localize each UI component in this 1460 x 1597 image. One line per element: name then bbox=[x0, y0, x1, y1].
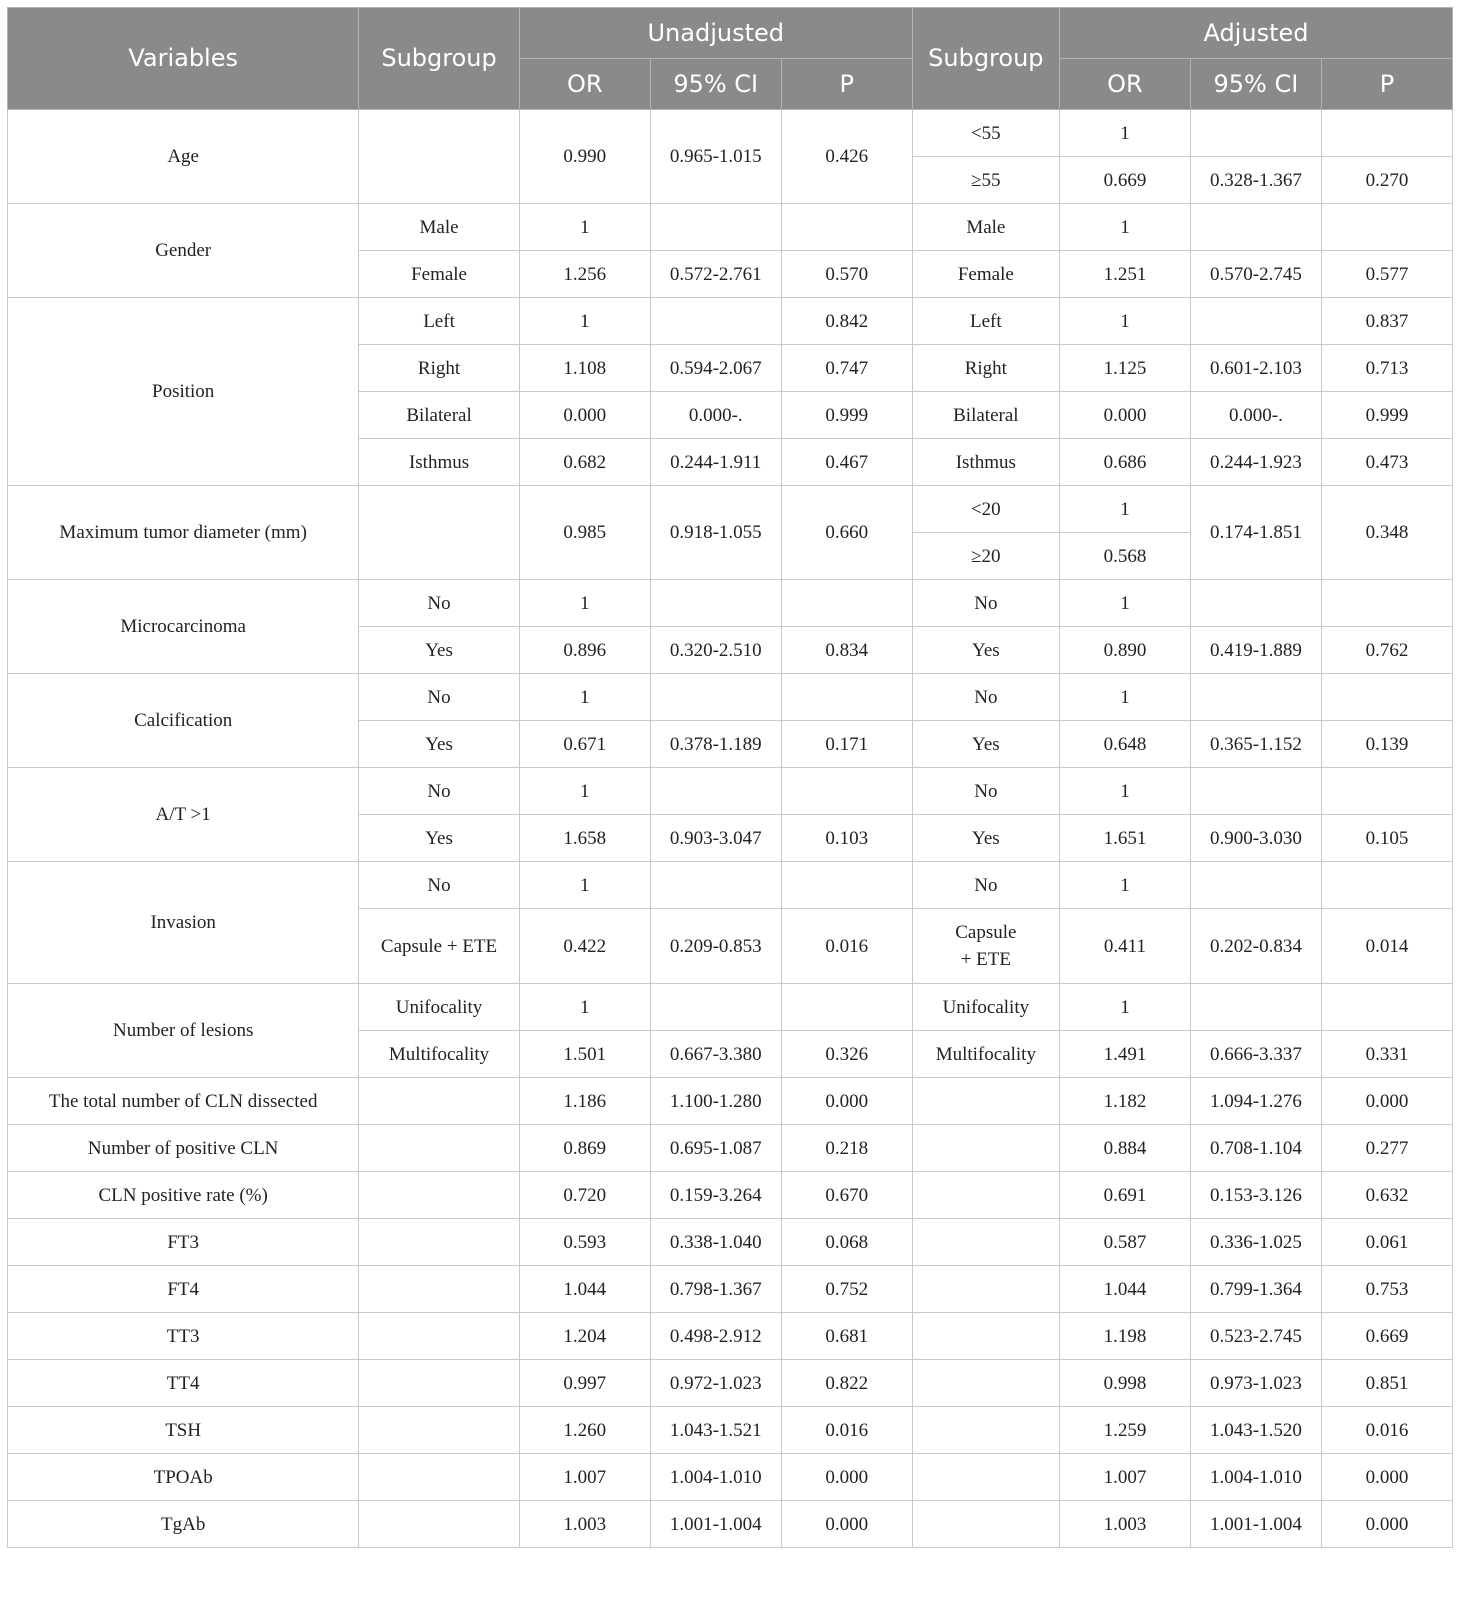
table-cell: 0.419-1.889 bbox=[1190, 627, 1321, 674]
table-row bbox=[8, 298, 1453, 345]
table-cell bbox=[912, 1501, 1059, 1548]
table-cell: 0.669 bbox=[1059, 157, 1190, 204]
table-cell bbox=[912, 1219, 1059, 1266]
table-cell: 0.708-1.104 bbox=[1190, 1125, 1321, 1172]
table-cell: 1.003 bbox=[519, 1501, 650, 1548]
table-cell: Isthmus bbox=[912, 439, 1059, 486]
table-cell: 0.139 bbox=[1321, 721, 1452, 768]
table-cell bbox=[1321, 862, 1452, 909]
table-cell bbox=[359, 1407, 519, 1454]
table-cell: 0.378-1.189 bbox=[650, 721, 781, 768]
table-cell: 0.473 bbox=[1321, 439, 1452, 486]
table-cell: 0.577 bbox=[1321, 251, 1452, 298]
table-cell: 0.695-1.087 bbox=[650, 1125, 781, 1172]
table-cell: 0.997 bbox=[519, 1360, 650, 1407]
table-cell: Capsule + ETE bbox=[912, 909, 1059, 984]
table-cell: 0.338-1.040 bbox=[650, 1219, 781, 1266]
table-body bbox=[8, 110, 1453, 1548]
table-cell: Invasion bbox=[8, 862, 359, 984]
table-cell: 0.965-1.015 bbox=[650, 110, 781, 204]
table-cell: 1 bbox=[519, 580, 650, 627]
table-cell: 0.896 bbox=[519, 627, 650, 674]
table-cell: 0.016 bbox=[1321, 1407, 1452, 1454]
table-cell bbox=[359, 1266, 519, 1313]
table-cell bbox=[1321, 110, 1452, 157]
table-row bbox=[8, 580, 1453, 627]
table-cell: No bbox=[359, 674, 519, 721]
table-row bbox=[8, 1219, 1453, 1266]
table-cell: Female bbox=[912, 251, 1059, 298]
table-row bbox=[8, 768, 1453, 815]
table-cell: FT3 bbox=[8, 1219, 359, 1266]
table-cell bbox=[1321, 580, 1452, 627]
table-cell: 0.218 bbox=[781, 1125, 912, 1172]
table-cell: 1 bbox=[519, 204, 650, 251]
table-cell: 0.632 bbox=[1321, 1172, 1452, 1219]
table-cell: 0.523-2.745 bbox=[1190, 1313, 1321, 1360]
table-cell: TT4 bbox=[8, 1360, 359, 1407]
table-cell: 1 bbox=[519, 768, 650, 815]
table-cell: 0.244-1.923 bbox=[1190, 439, 1321, 486]
table-cell: 0.014 bbox=[1321, 909, 1452, 984]
table-cell bbox=[650, 984, 781, 1031]
table-cell: 0.660 bbox=[781, 486, 912, 580]
table-cell: 1 bbox=[519, 984, 650, 1031]
table-cell: 1.007 bbox=[519, 1454, 650, 1501]
table-cell: 1.001-1.004 bbox=[1190, 1501, 1321, 1548]
table-cell: The total number of CLN dissected bbox=[8, 1078, 359, 1125]
table-cell bbox=[781, 862, 912, 909]
table-row bbox=[8, 1125, 1453, 1172]
table-cell: 1.094-1.276 bbox=[1190, 1078, 1321, 1125]
table-cell bbox=[1190, 984, 1321, 1031]
regression-table bbox=[7, 7, 1453, 1548]
table-cell bbox=[781, 204, 912, 251]
table-cell: 1.100-1.280 bbox=[650, 1078, 781, 1125]
header-subgroup-adjusted: Subgroup bbox=[912, 8, 1059, 110]
table-cell: Male bbox=[912, 204, 1059, 251]
table-cell: 0.648 bbox=[1059, 721, 1190, 768]
header-variables: Variables bbox=[8, 8, 359, 110]
table-cell: Position bbox=[8, 298, 359, 486]
table-cell: 1.256 bbox=[519, 251, 650, 298]
table-cell: Female bbox=[359, 251, 519, 298]
table-cell bbox=[912, 1125, 1059, 1172]
table-cell: 0.016 bbox=[781, 909, 912, 984]
table-cell bbox=[359, 1172, 519, 1219]
table-cell: 1 bbox=[1059, 486, 1190, 533]
table-cell: 1 bbox=[1059, 110, 1190, 157]
table-cell: 1.043-1.521 bbox=[650, 1407, 781, 1454]
table-cell: Number of lesions bbox=[8, 984, 359, 1078]
table-cell: 1.043-1.520 bbox=[1190, 1407, 1321, 1454]
table-cell: 1.044 bbox=[519, 1266, 650, 1313]
table-cell: Yes bbox=[359, 627, 519, 674]
table-cell: 0.498-2.912 bbox=[650, 1313, 781, 1360]
table-cell: 0.667-3.380 bbox=[650, 1031, 781, 1078]
header-ci-unadjusted: 95% CI bbox=[650, 59, 781, 110]
table-cell: 1 bbox=[1059, 204, 1190, 251]
table-cell: 1.007 bbox=[1059, 1454, 1190, 1501]
table-cell: 0.918-1.055 bbox=[650, 486, 781, 580]
table-cell: Age bbox=[8, 110, 359, 204]
table-cell bbox=[912, 1313, 1059, 1360]
table-cell: 0.681 bbox=[781, 1313, 912, 1360]
table-cell: 0.328-1.367 bbox=[1190, 157, 1321, 204]
table-cell: 1.491 bbox=[1059, 1031, 1190, 1078]
table-cell: 0.000 bbox=[1321, 1454, 1452, 1501]
table-cell: 1 bbox=[519, 298, 650, 345]
table-cell: 0.068 bbox=[781, 1219, 912, 1266]
table-cell: 0.594-2.067 bbox=[650, 345, 781, 392]
table-cell: 0.601-2.103 bbox=[1190, 345, 1321, 392]
table-cell: 0.326 bbox=[781, 1031, 912, 1078]
table-cell: 0.000 bbox=[781, 1454, 912, 1501]
table-cell: 0.570-2.745 bbox=[1190, 251, 1321, 298]
table-cell: 0.331 bbox=[1321, 1031, 1452, 1078]
table-cell bbox=[912, 1407, 1059, 1454]
table-cell: Multifocality bbox=[359, 1031, 519, 1078]
table-cell: 1.204 bbox=[519, 1313, 650, 1360]
header-p-adjusted: P bbox=[1321, 59, 1452, 110]
table-cell: 1 bbox=[1059, 298, 1190, 345]
table-cell bbox=[359, 1360, 519, 1407]
table-row bbox=[8, 1078, 1453, 1125]
table-cell: TSH bbox=[8, 1407, 359, 1454]
table-cell: A/T >1 bbox=[8, 768, 359, 862]
table-cell: Maximum tumor diameter (mm) bbox=[8, 486, 359, 580]
table-cell: TT3 bbox=[8, 1313, 359, 1360]
table-cell: 0.000 bbox=[781, 1078, 912, 1125]
table-cell: 0.762 bbox=[1321, 627, 1452, 674]
table-row bbox=[8, 1172, 1453, 1219]
table-cell: Microcarcinoma bbox=[8, 580, 359, 674]
table-cell: No bbox=[359, 580, 519, 627]
table-cell: 0.682 bbox=[519, 439, 650, 486]
table-cell bbox=[781, 580, 912, 627]
table-cell bbox=[912, 1454, 1059, 1501]
table-cell: 1.658 bbox=[519, 815, 650, 862]
table-cell bbox=[1321, 984, 1452, 1031]
table-cell: 0.999 bbox=[781, 392, 912, 439]
table-cell: 1.125 bbox=[1059, 345, 1190, 392]
table-cell: No bbox=[359, 768, 519, 815]
table-cell bbox=[650, 768, 781, 815]
table-cell: 0.842 bbox=[781, 298, 912, 345]
table-cell: Unifocality bbox=[359, 984, 519, 1031]
table-cell: 0.999 bbox=[1321, 392, 1452, 439]
table-cell: 1.003 bbox=[1059, 1501, 1190, 1548]
table-cell bbox=[1321, 768, 1452, 815]
header-or-adjusted: OR bbox=[1059, 59, 1190, 110]
table-cell bbox=[1321, 674, 1452, 721]
table-cell: 1.251 bbox=[1059, 251, 1190, 298]
table-cell: <20 bbox=[912, 486, 1059, 533]
table-cell: 1.108 bbox=[519, 345, 650, 392]
table-cell: 0.568 bbox=[1059, 533, 1190, 580]
table-row bbox=[8, 1266, 1453, 1313]
table-cell bbox=[912, 1078, 1059, 1125]
table-row bbox=[8, 1454, 1453, 1501]
table-cell: 0.990 bbox=[519, 110, 650, 204]
table-cell: ≥55 bbox=[912, 157, 1059, 204]
table-row bbox=[8, 1407, 1453, 1454]
table-cell bbox=[359, 110, 519, 204]
table-cell: 0.869 bbox=[519, 1125, 650, 1172]
table-cell: 1 bbox=[519, 674, 650, 721]
table-cell: No bbox=[359, 862, 519, 909]
table-cell: 1.651 bbox=[1059, 815, 1190, 862]
table-cell bbox=[650, 298, 781, 345]
table-cell: 1.004-1.010 bbox=[1190, 1454, 1321, 1501]
table-cell: 0.000 bbox=[1321, 1078, 1452, 1125]
table-cell: 0.713 bbox=[1321, 345, 1452, 392]
header-ci-adjusted: 95% CI bbox=[1190, 59, 1321, 110]
table-cell: Capsule + ETE bbox=[359, 909, 519, 984]
table-cell: Yes bbox=[359, 721, 519, 768]
table-cell: 0.837 bbox=[1321, 298, 1452, 345]
table-cell bbox=[359, 1219, 519, 1266]
table-row bbox=[8, 1501, 1453, 1548]
table-cell: 0.202-0.834 bbox=[1190, 909, 1321, 984]
table-cell bbox=[781, 674, 912, 721]
table-cell: 1.182 bbox=[1059, 1078, 1190, 1125]
table-cell: 0.834 bbox=[781, 627, 912, 674]
table-cell: 0.822 bbox=[781, 1360, 912, 1407]
table-cell bbox=[1190, 862, 1321, 909]
table-cell: 0.798-1.367 bbox=[650, 1266, 781, 1313]
table-cell bbox=[781, 984, 912, 1031]
table-cell: Yes bbox=[912, 815, 1059, 862]
table-cell bbox=[650, 674, 781, 721]
table-row bbox=[8, 1360, 1453, 1407]
table-cell: 1.044 bbox=[1059, 1266, 1190, 1313]
table-cell: 0.411 bbox=[1059, 909, 1190, 984]
table-cell bbox=[359, 1313, 519, 1360]
table-cell: 1.001-1.004 bbox=[650, 1501, 781, 1548]
table-cell: 0.159-3.264 bbox=[650, 1172, 781, 1219]
table-cell: 0.174-1.851 bbox=[1190, 486, 1321, 580]
table-cell: Bilateral bbox=[359, 392, 519, 439]
table-row bbox=[8, 204, 1453, 251]
table-cell: ≥20 bbox=[912, 533, 1059, 580]
table-cell: <55 bbox=[912, 110, 1059, 157]
table-row bbox=[8, 486, 1453, 533]
table-cell: 0.973-1.023 bbox=[1190, 1360, 1321, 1407]
table-cell: 0.000-. bbox=[650, 392, 781, 439]
table-row bbox=[8, 1313, 1453, 1360]
table-cell: 1.501 bbox=[519, 1031, 650, 1078]
table-cell bbox=[650, 204, 781, 251]
table-cell: 0.903-3.047 bbox=[650, 815, 781, 862]
table-cell: TPOAb bbox=[8, 1454, 359, 1501]
table-cell: 0.171 bbox=[781, 721, 912, 768]
header-p-unadjusted: P bbox=[781, 59, 912, 110]
table-cell: 0.467 bbox=[781, 439, 912, 486]
table-cell: 0.570 bbox=[781, 251, 912, 298]
table-cell: 0.000 bbox=[781, 1501, 912, 1548]
table-cell: 1 bbox=[1059, 984, 1190, 1031]
table-cell: Unifocality bbox=[912, 984, 1059, 1031]
table-cell: 0.799-1.364 bbox=[1190, 1266, 1321, 1313]
table-cell: No bbox=[912, 580, 1059, 627]
table-cell: 0.572-2.761 bbox=[650, 251, 781, 298]
table-cell: TgAb bbox=[8, 1501, 359, 1548]
table-cell bbox=[359, 1501, 519, 1548]
table-container bbox=[7, 7, 1453, 1548]
table-cell: 0.000 bbox=[519, 392, 650, 439]
table-cell: 0.669 bbox=[1321, 1313, 1452, 1360]
table-cell: 0.277 bbox=[1321, 1125, 1452, 1172]
table-cell: Right bbox=[359, 345, 519, 392]
table-cell: No bbox=[912, 768, 1059, 815]
table-cell: 0.593 bbox=[519, 1219, 650, 1266]
table-cell: 0.900-3.030 bbox=[1190, 815, 1321, 862]
table-cell: 1 bbox=[1059, 862, 1190, 909]
table-cell: 0.691 bbox=[1059, 1172, 1190, 1219]
table-cell: 0.670 bbox=[781, 1172, 912, 1219]
table-cell: 0.753 bbox=[1321, 1266, 1452, 1313]
table-cell: Yes bbox=[912, 627, 1059, 674]
table-cell: No bbox=[912, 862, 1059, 909]
table-cell: Yes bbox=[912, 721, 1059, 768]
header-or-unadjusted: OR bbox=[519, 59, 650, 110]
table-cell bbox=[359, 486, 519, 580]
table-cell: 0.000 bbox=[1321, 1501, 1452, 1548]
table-cell bbox=[1190, 298, 1321, 345]
table-cell: 1.004-1.010 bbox=[650, 1454, 781, 1501]
table-cell bbox=[912, 1172, 1059, 1219]
table-cell: 0.972-1.023 bbox=[650, 1360, 781, 1407]
table-cell bbox=[912, 1360, 1059, 1407]
table-cell bbox=[781, 768, 912, 815]
table-cell: Bilateral bbox=[912, 392, 1059, 439]
table-cell: Left bbox=[912, 298, 1059, 345]
table-cell: 0.666-3.337 bbox=[1190, 1031, 1321, 1078]
table-cell: 0.000 bbox=[1059, 392, 1190, 439]
table-cell bbox=[1190, 204, 1321, 251]
table-cell: 0.061 bbox=[1321, 1219, 1452, 1266]
table-cell: 0.747 bbox=[781, 345, 912, 392]
table-cell bbox=[1190, 580, 1321, 627]
table-cell bbox=[1190, 674, 1321, 721]
table-cell: Calcification bbox=[8, 674, 359, 768]
table-cell bbox=[1190, 110, 1321, 157]
table-cell bbox=[650, 580, 781, 627]
table-cell bbox=[1321, 204, 1452, 251]
table-cell: 0.884 bbox=[1059, 1125, 1190, 1172]
table-cell bbox=[1190, 768, 1321, 815]
table-cell: 0.686 bbox=[1059, 439, 1190, 486]
table-row bbox=[8, 110, 1453, 157]
table-cell: 0.103 bbox=[781, 815, 912, 862]
table-cell: 0.998 bbox=[1059, 1360, 1190, 1407]
table-cell: 1 bbox=[1059, 674, 1190, 721]
table-cell: Right bbox=[912, 345, 1059, 392]
table-cell: 0.244-1.911 bbox=[650, 439, 781, 486]
table-cell: 1.198 bbox=[1059, 1313, 1190, 1360]
table-cell: 0.270 bbox=[1321, 157, 1452, 204]
table-cell bbox=[650, 862, 781, 909]
table-cell: 1.259 bbox=[1059, 1407, 1190, 1454]
table-cell: Gender bbox=[8, 204, 359, 298]
table-cell: 0.422 bbox=[519, 909, 650, 984]
table-cell: 0.016 bbox=[781, 1407, 912, 1454]
table-row bbox=[8, 674, 1453, 721]
table-cell: 0.000-. bbox=[1190, 392, 1321, 439]
table-cell: Multifocality bbox=[912, 1031, 1059, 1078]
table-cell: Left bbox=[359, 298, 519, 345]
table-cell: Male bbox=[359, 204, 519, 251]
table-cell: 1 bbox=[1059, 580, 1190, 627]
table-header bbox=[8, 8, 1453, 110]
table-cell: 0.985 bbox=[519, 486, 650, 580]
table-cell: 0.153-3.126 bbox=[1190, 1172, 1321, 1219]
table-row bbox=[8, 862, 1453, 909]
table-cell: 0.336-1.025 bbox=[1190, 1219, 1321, 1266]
header-adjusted: Adjusted bbox=[1059, 8, 1452, 59]
table-cell: 0.365-1.152 bbox=[1190, 721, 1321, 768]
table-cell bbox=[359, 1454, 519, 1501]
table-cell: 0.752 bbox=[781, 1266, 912, 1313]
table-cell: 0.671 bbox=[519, 721, 650, 768]
table-cell bbox=[359, 1125, 519, 1172]
table-cell: 0.105 bbox=[1321, 815, 1452, 862]
table-cell: 0.720 bbox=[519, 1172, 650, 1219]
table-cell: Isthmus bbox=[359, 439, 519, 486]
table-cell: FT4 bbox=[8, 1266, 359, 1313]
table-cell: 0.348 bbox=[1321, 486, 1452, 580]
table-cell: 0.426 bbox=[781, 110, 912, 204]
table-cell: 1.260 bbox=[519, 1407, 650, 1454]
table-cell: 1 bbox=[1059, 768, 1190, 815]
table-cell: 0.209-0.853 bbox=[650, 909, 781, 984]
table-cell: 1 bbox=[519, 862, 650, 909]
table-cell bbox=[912, 1266, 1059, 1313]
header-subgroup-unadjusted: Subgroup bbox=[359, 8, 519, 110]
table-cell: CLN positive rate (%) bbox=[8, 1172, 359, 1219]
header-unadjusted: Unadjusted bbox=[519, 8, 912, 59]
table-cell: Yes bbox=[359, 815, 519, 862]
table-cell: 1.186 bbox=[519, 1078, 650, 1125]
table-cell: No bbox=[912, 674, 1059, 721]
table-row bbox=[8, 984, 1453, 1031]
table-cell: 0.320-2.510 bbox=[650, 627, 781, 674]
table-cell: 0.890 bbox=[1059, 627, 1190, 674]
table-cell: 0.587 bbox=[1059, 1219, 1190, 1266]
table-cell bbox=[359, 1078, 519, 1125]
table-cell: Number of positive CLN bbox=[8, 1125, 359, 1172]
table-cell: 0.851 bbox=[1321, 1360, 1452, 1407]
